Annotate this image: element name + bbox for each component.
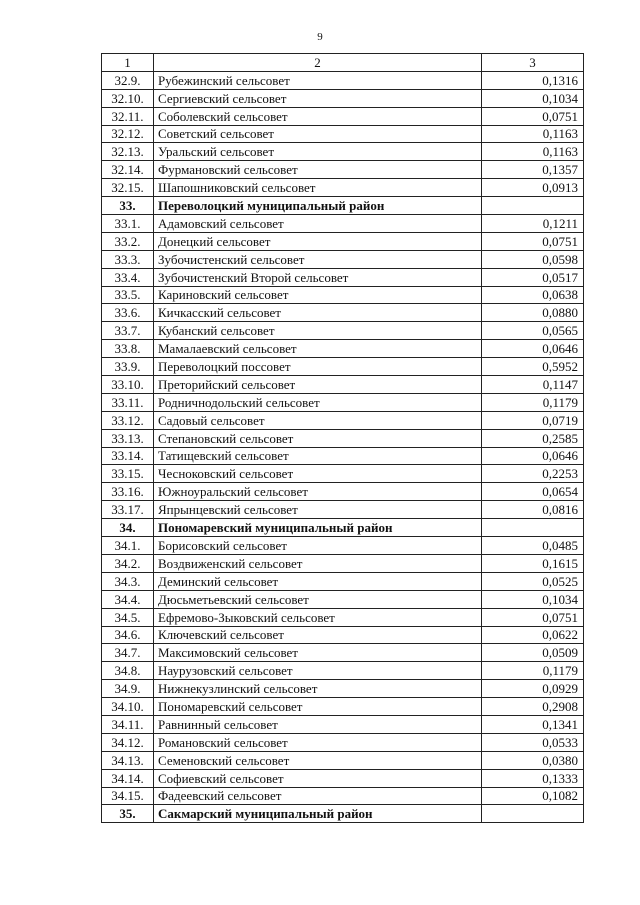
council-name: Донецкий сельсовет	[154, 232, 482, 250]
table-row	[102, 429, 584, 447]
council-name: Наурузовский сельсовет	[154, 662, 482, 680]
coefficient-value: 0,1333	[482, 769, 584, 787]
council-name: Кариновский сельсовет	[154, 286, 482, 304]
council-name: Рубежинский сельсовет	[154, 71, 482, 89]
table-row	[102, 751, 584, 769]
page-number: 9	[317, 31, 323, 43]
table-row	[102, 411, 584, 429]
table-row	[102, 71, 584, 89]
row-number: 34.14.	[102, 769, 154, 787]
allocation-table	[101, 53, 584, 823]
district-section-row	[102, 805, 584, 823]
coefficient-value: 0,0509	[482, 644, 584, 662]
row-number: 32.10.	[102, 89, 154, 107]
row-number: 34.4.	[102, 590, 154, 608]
coefficient-value: 0,0816	[482, 501, 584, 519]
table-row	[102, 769, 584, 787]
row-number: 34.12.	[102, 733, 154, 751]
coefficient-value: 0,2585	[482, 429, 584, 447]
row-number: 34.13.	[102, 751, 154, 769]
table-row	[102, 644, 584, 662]
coefficient-value: 0,0751	[482, 232, 584, 250]
council-name: Деминский сельсовет	[154, 572, 482, 590]
council-name: Уральский сельсовет	[154, 143, 482, 161]
table-row	[102, 376, 584, 394]
row-number: 34.15.	[102, 787, 154, 805]
council-name: Фадеевский сельсовет	[154, 787, 482, 805]
table-row	[102, 537, 584, 555]
coefficient-value: 0,0533	[482, 733, 584, 751]
row-number: 32.15.	[102, 179, 154, 197]
coefficient-value: 0,0622	[482, 626, 584, 644]
council-name: Софиевский сельсовет	[154, 769, 482, 787]
table-row	[102, 286, 584, 304]
row-number: 33.5.	[102, 286, 154, 304]
council-name: Япрынцевский сельсовет	[154, 501, 482, 519]
council-name: Ефремово-Зыковский сельсовет	[154, 608, 482, 626]
row-number: 33.4.	[102, 268, 154, 286]
coefficient-value	[482, 805, 584, 823]
coefficient-value: 0,0517	[482, 268, 584, 286]
table-row	[102, 358, 584, 376]
district-name: Переволоцкий муниципальный район	[154, 197, 482, 215]
coefficient-value: 0,1034	[482, 590, 584, 608]
council-name: Романовский сельсовет	[154, 733, 482, 751]
council-name: Сергиевский сельсовет	[154, 89, 482, 107]
coefficient-value: 0,0719	[482, 411, 584, 429]
row-number: 33.2.	[102, 232, 154, 250]
table-row	[102, 501, 584, 519]
row-number: 33.	[102, 197, 154, 215]
coefficient-value: 0,1341	[482, 715, 584, 733]
table-row	[102, 733, 584, 751]
council-name: Максимовский сельсовет	[154, 644, 482, 662]
council-name: Соболевский сельсовет	[154, 107, 482, 125]
council-name: Родничнодольский сельсовет	[154, 393, 482, 411]
coefficient-value: 0,5952	[482, 358, 584, 376]
coefficient-value	[482, 519, 584, 537]
council-name: Чесноковский сельсовет	[154, 465, 482, 483]
table-row	[102, 125, 584, 143]
coefficient-value: 0,1163	[482, 143, 584, 161]
coefficient-value: 0,0913	[482, 179, 584, 197]
table-row	[102, 89, 584, 107]
council-name: Переволоцкий поссовет	[154, 358, 482, 376]
council-name: Воздвиженский сельсовет	[154, 554, 482, 572]
district-section-row	[102, 197, 584, 215]
table-row	[102, 465, 584, 483]
coefficient-value	[482, 197, 584, 215]
row-number: 34.8.	[102, 662, 154, 680]
row-number: 32.11.	[102, 107, 154, 125]
table-row	[102, 662, 584, 680]
row-number: 35.	[102, 805, 154, 823]
council-name: Пономаревский сельсовет	[154, 698, 482, 716]
row-number: 34.11.	[102, 715, 154, 733]
table-row	[102, 787, 584, 805]
coefficient-value: 0,1147	[482, 376, 584, 394]
council-name: Южноуральский сельсовет	[154, 483, 482, 501]
table-row	[102, 215, 584, 233]
coefficient-value: 0,1082	[482, 787, 584, 805]
council-name: Мамалаевский сельсовет	[154, 340, 482, 358]
row-number: 33.3.	[102, 250, 154, 268]
row-number: 33.1.	[102, 215, 154, 233]
coefficient-value: 0,0638	[482, 286, 584, 304]
row-number: 33.11.	[102, 393, 154, 411]
column-header-1: 1	[102, 54, 154, 72]
row-number: 34.6.	[102, 626, 154, 644]
table-row	[102, 179, 584, 197]
council-name: Ключевский сельсовет	[154, 626, 482, 644]
coefficient-value: 0,0929	[482, 680, 584, 698]
coefficient-value: 0,0380	[482, 751, 584, 769]
council-name: Фурмановский сельсовет	[154, 161, 482, 179]
table-row	[102, 554, 584, 572]
coefficient-value: 0,1179	[482, 393, 584, 411]
district-name: Сакмарский муниципальный район	[154, 805, 482, 823]
row-number: 33.9.	[102, 358, 154, 376]
council-name: Борисовский сельсовет	[154, 537, 482, 555]
table-row	[102, 340, 584, 358]
table-row	[102, 626, 584, 644]
coefficient-value: 0,0525	[482, 572, 584, 590]
row-number: 33.7.	[102, 322, 154, 340]
row-number: 33.14.	[102, 447, 154, 465]
coefficient-value: 0,0646	[482, 447, 584, 465]
council-name: Степановский сельсовет	[154, 429, 482, 447]
table-row	[102, 483, 584, 501]
table-row	[102, 698, 584, 716]
row-number: 33.16.	[102, 483, 154, 501]
coefficient-value: 0,0751	[482, 107, 584, 125]
coefficient-value: 0,1615	[482, 554, 584, 572]
district-name: Пономаревский муниципальный район	[154, 519, 482, 537]
table-row	[102, 322, 584, 340]
coefficient-value: 0,1179	[482, 662, 584, 680]
table-row	[102, 268, 584, 286]
row-number: 32.9.	[102, 71, 154, 89]
table-row	[102, 680, 584, 698]
row-number: 34.2.	[102, 554, 154, 572]
row-number: 33.13.	[102, 429, 154, 447]
table-row	[102, 590, 584, 608]
row-number: 33.17.	[102, 501, 154, 519]
row-number: 33.10.	[102, 376, 154, 394]
table-row	[102, 250, 584, 268]
table-row	[102, 715, 584, 733]
table-row	[102, 143, 584, 161]
row-number: 34.5.	[102, 608, 154, 626]
council-name: Кичкасский сельсовет	[154, 304, 482, 322]
table-row	[102, 572, 584, 590]
coefficient-value: 0,0565	[482, 322, 584, 340]
row-number: 33.12.	[102, 411, 154, 429]
council-name: Преторийский сельсовет	[154, 376, 482, 394]
row-number: 33.6.	[102, 304, 154, 322]
row-number: 32.13.	[102, 143, 154, 161]
coefficient-value: 0,1211	[482, 215, 584, 233]
row-number: 32.14.	[102, 161, 154, 179]
council-name: Дюсьметьевский сельсовет	[154, 590, 482, 608]
table-row	[102, 447, 584, 465]
table-row	[102, 107, 584, 125]
coefficient-value: 0,1316	[482, 71, 584, 89]
council-name: Шапошниковский сельсовет	[154, 179, 482, 197]
council-name: Семеновский сельсовет	[154, 751, 482, 769]
table-row	[102, 161, 584, 179]
coefficient-value: 0,0646	[482, 340, 584, 358]
coefficient-value: 0,2908	[482, 698, 584, 716]
coefficient-value: 0,0654	[482, 483, 584, 501]
table-row	[102, 304, 584, 322]
council-name: Зубочистенский Второй сельсовет	[154, 268, 482, 286]
row-number: 34.7.	[102, 644, 154, 662]
district-section-row	[102, 519, 584, 537]
row-number: 34.1.	[102, 537, 154, 555]
coefficient-value: 0,1357	[482, 161, 584, 179]
coefficient-value: 0,0880	[482, 304, 584, 322]
column-header-3: 3	[482, 54, 584, 72]
coefficient-value: 0,2253	[482, 465, 584, 483]
coefficient-value: 0,0751	[482, 608, 584, 626]
row-number: 34.	[102, 519, 154, 537]
table-header-row	[102, 54, 584, 72]
council-name: Советский сельсовет	[154, 125, 482, 143]
coefficient-value: 0,1034	[482, 89, 584, 107]
row-number: 33.8.	[102, 340, 154, 358]
table-row	[102, 608, 584, 626]
table-row	[102, 393, 584, 411]
row-number: 34.10.	[102, 698, 154, 716]
council-name: Адамовский сельсовет	[154, 215, 482, 233]
column-header-2: 2	[154, 54, 482, 72]
row-number: 34.3.	[102, 572, 154, 590]
coefficient-value: 0,1163	[482, 125, 584, 143]
council-name: Татищевский сельсовет	[154, 447, 482, 465]
council-name: Кубанский сельсовет	[154, 322, 482, 340]
table-row	[102, 232, 584, 250]
council-name: Садовый сельсовет	[154, 411, 482, 429]
coefficient-value: 0,0485	[482, 537, 584, 555]
row-number: 34.9.	[102, 680, 154, 698]
council-name: Зубочистенский сельсовет	[154, 250, 482, 268]
row-number: 33.15.	[102, 465, 154, 483]
row-number: 32.12.	[102, 125, 154, 143]
council-name: Равнинный сельсовет	[154, 715, 482, 733]
council-name: Нижнекузлинский сельсовет	[154, 680, 482, 698]
coefficient-value: 0,0598	[482, 250, 584, 268]
